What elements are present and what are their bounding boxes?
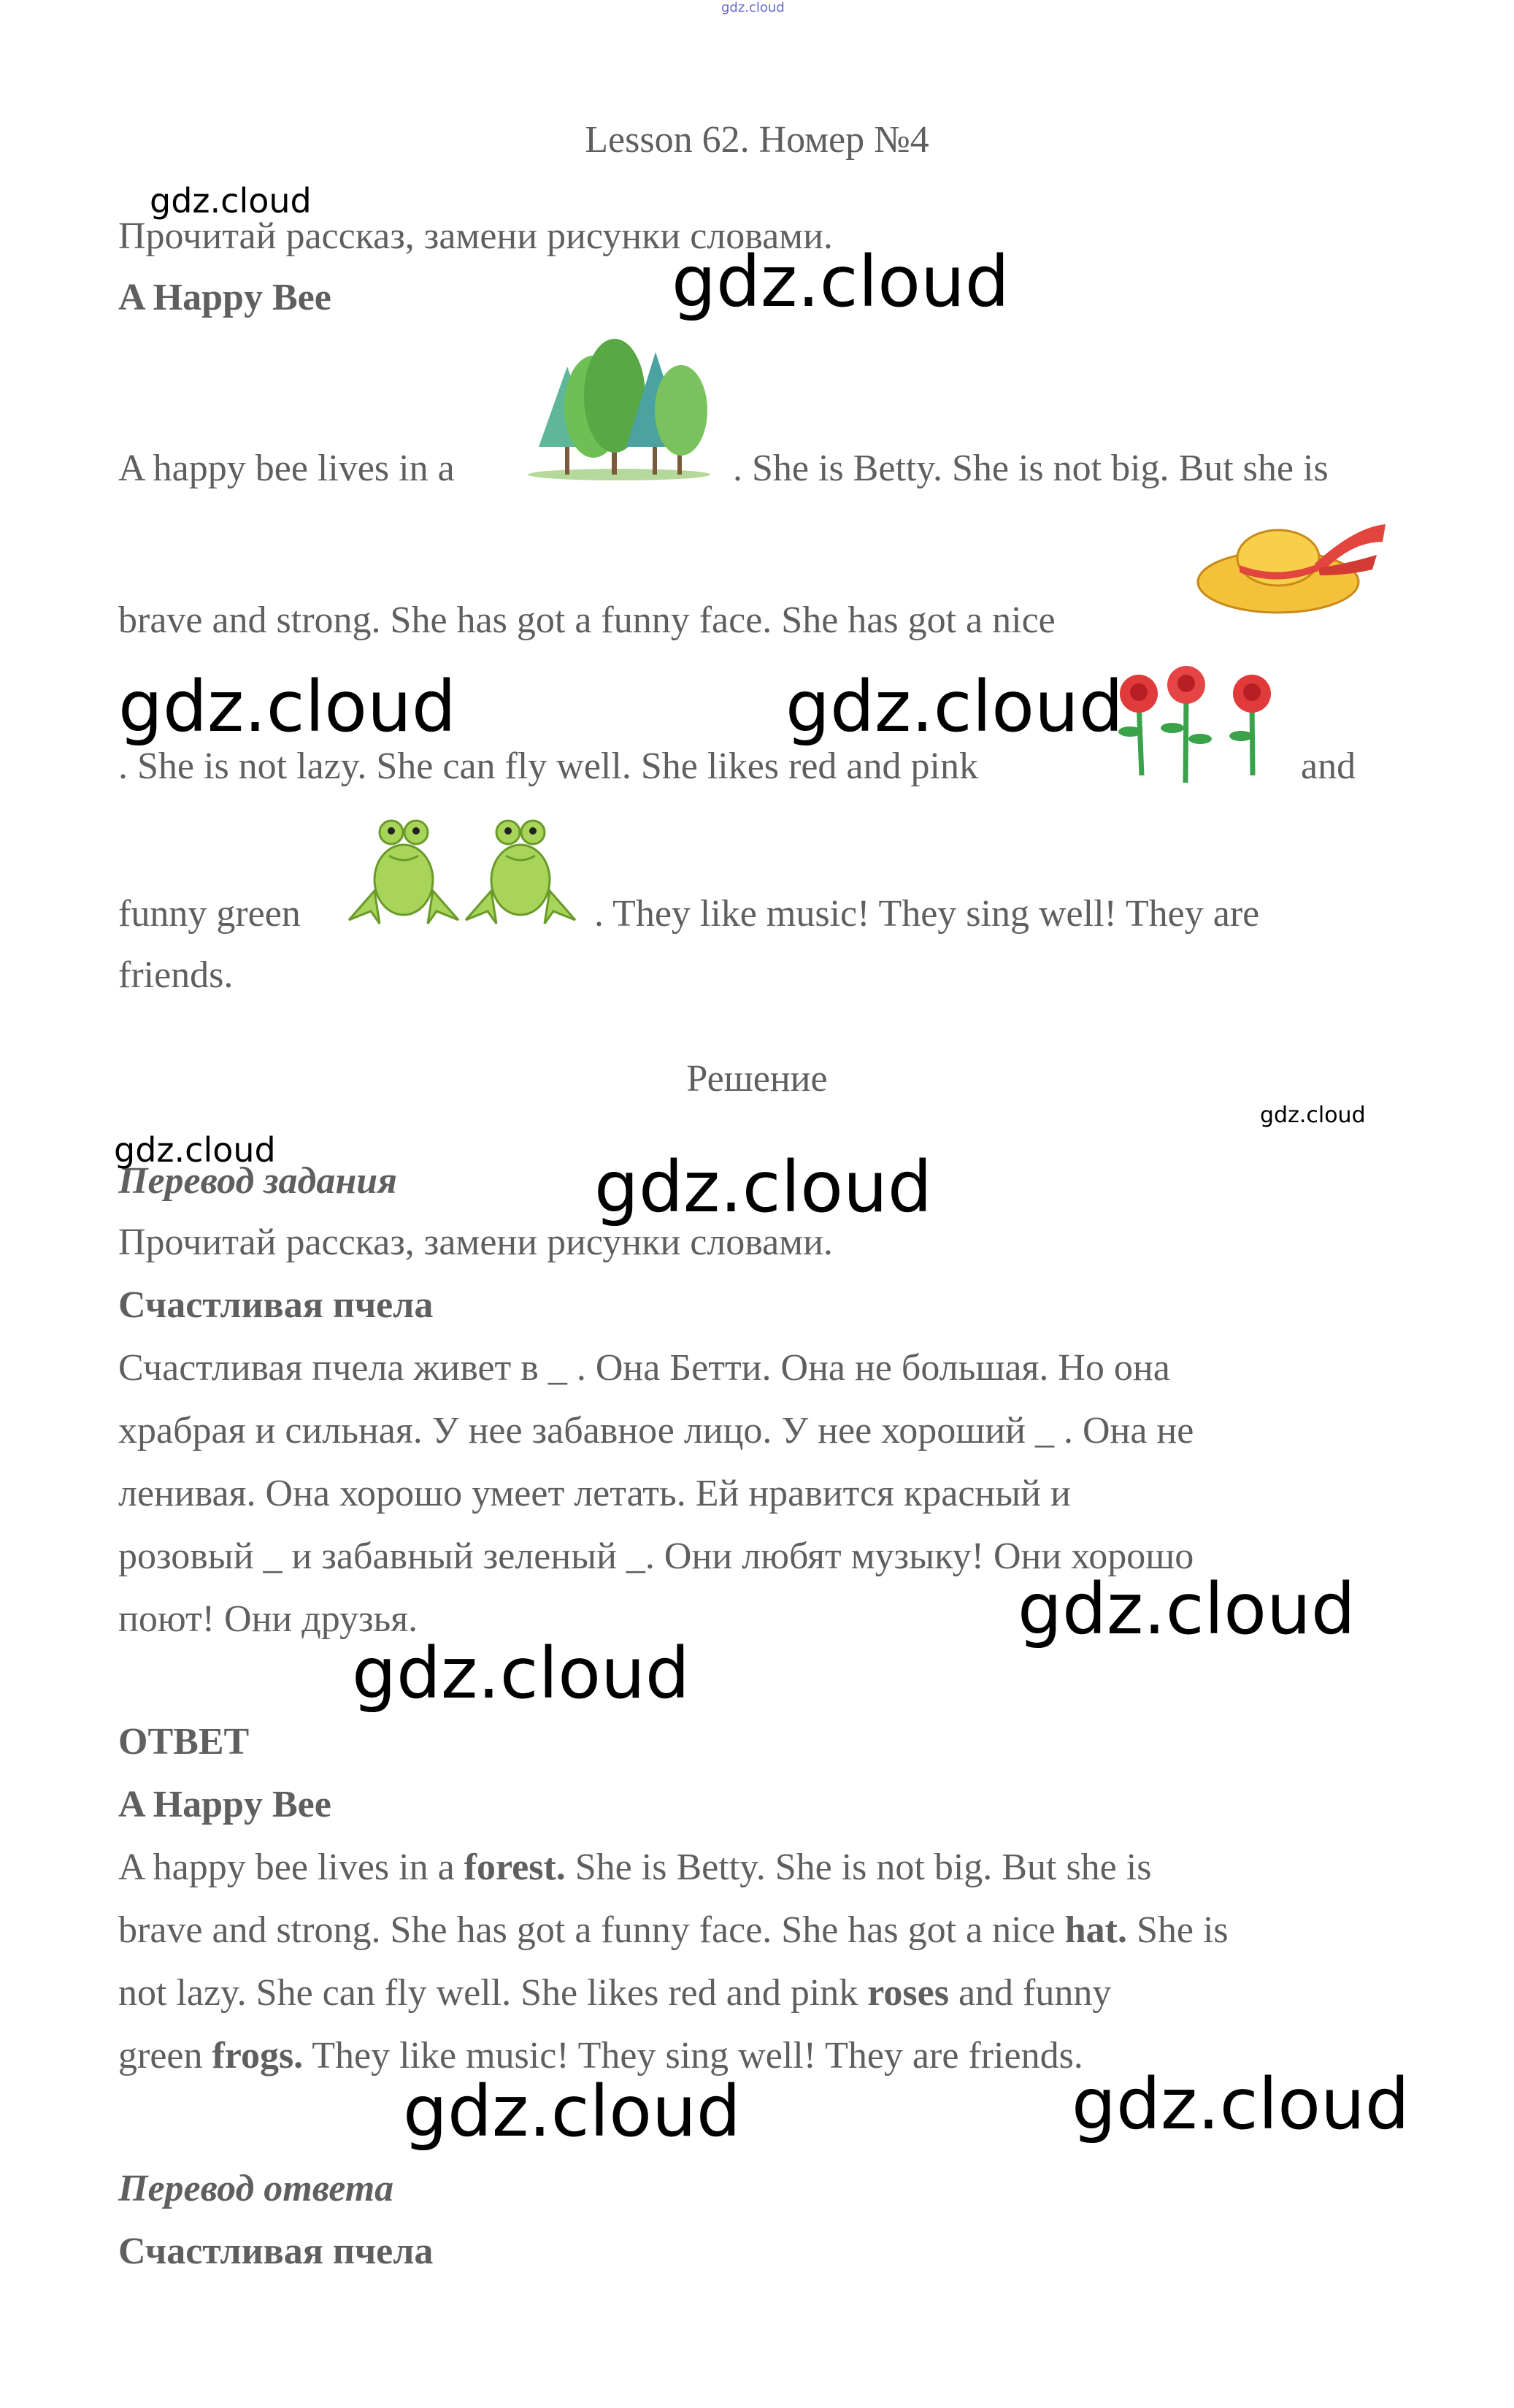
answer-text: and funny xyxy=(948,1972,1112,2014)
translation-line: ленивая. Она хорошо умеет летать. Ей нравится красный и xyxy=(118,1473,1071,1514)
story-line-4b: . They like music! They sing well! They are xyxy=(594,893,1260,935)
straw-hat-icon xyxy=(1194,513,1391,622)
instruction: Прочитай рассказ, замени рисунки словами. xyxy=(118,215,833,257)
answer-text: They like music! They sing well! They are friends. xyxy=(303,2035,1083,2077)
watermark: gdz.cloud xyxy=(150,181,312,221)
top-watermark: gdz.cloud xyxy=(721,0,785,15)
answer-text: brave and strong. She has got a funny face. She has got a nice xyxy=(118,1909,1065,1951)
story-line-1b: . She is Betty. She is not big. But she is xyxy=(733,448,1329,489)
answer-word-hat: hat. xyxy=(1064,1909,1127,1951)
translation-line: храбрая и сильная. У нее забавное лицо. У нее хороший _ . Она не xyxy=(118,1410,1194,1452)
translation-line: Счастливая пчела живет в _ . Она Бетти. Она не большая. Но она xyxy=(118,1347,1170,1389)
watermark: gdz.cloud xyxy=(403,2071,741,2152)
answer-text: She is Betty. She is not big. But she is xyxy=(565,1847,1152,1888)
answer-word-frogs: frogs. xyxy=(212,2035,304,2077)
watermark: gdz.cloud xyxy=(1018,1568,1356,1650)
answer-translation-title: Счастливая пчела xyxy=(118,2231,434,2272)
watermark: gdz.cloud xyxy=(352,1633,690,1714)
story-title: A Happy Bee xyxy=(118,277,331,318)
watermark: gdz.cloud xyxy=(672,241,1010,323)
answer-text: A happy bee lives in a xyxy=(118,1847,464,1888)
answer-text: not lazy. She can fly well. She likes red and pink xyxy=(118,1972,868,2014)
roses-icon xyxy=(1110,666,1285,790)
story-line-5: friends. xyxy=(118,954,234,996)
answer-text: green xyxy=(118,2035,212,2077)
answer-word-forest: forest. xyxy=(464,1847,566,1888)
story-line-3a: . She is not lazy. She can fly well. She likes red and pink xyxy=(118,745,978,787)
answer-line-3 xyxy=(118,1971,1111,2014)
story-line-4a: funny green xyxy=(118,893,301,935)
story-line-2: brave and strong. She has got a funny face. She has got a nice xyxy=(118,599,1056,641)
answer-title: A Happy Bee xyxy=(118,1784,331,1825)
watermark: gdz.cloud xyxy=(114,1130,276,1170)
answer-text: She is xyxy=(1126,1909,1229,1951)
answer-line-1 xyxy=(118,1846,1151,1889)
watermark: gdz.cloud xyxy=(1260,1103,1366,1128)
page-title: Lesson 62. Номер №4 xyxy=(585,119,929,161)
solution-heading: Решение xyxy=(686,1058,828,1100)
task-translation-heading: Перевод задания xyxy=(118,1160,397,1202)
story-line-1a: A happy bee lives in a xyxy=(118,448,455,489)
watermark: gdz.cloud xyxy=(785,666,1123,748)
translation-line: розовый _ и забавный зеленый _. Они любят музыку! Они хорошо xyxy=(118,1535,1194,1577)
watermark: gdz.cloud xyxy=(1072,2063,1410,2145)
answer-heading: ОТВЕТ xyxy=(118,1721,250,1763)
answer-word-roses: roses xyxy=(867,1972,949,2014)
translation-title: Счастливая пчела xyxy=(118,1284,434,1326)
watermark: gdz.cloud xyxy=(594,1146,932,1228)
watermark: gdz.cloud xyxy=(118,666,456,748)
translation-line: поют! Они друзья. xyxy=(118,1598,418,1640)
translation-instruction: Прочитай рассказ, замени рисунки словами. xyxy=(118,1222,833,1263)
answer-line-2 xyxy=(118,1909,1229,1952)
forest-trees-icon xyxy=(524,337,715,483)
frogs-icon xyxy=(342,810,590,930)
answer-translation-heading: Перевод ответа xyxy=(118,2168,394,2209)
story-line-3b: and xyxy=(1301,745,1356,787)
